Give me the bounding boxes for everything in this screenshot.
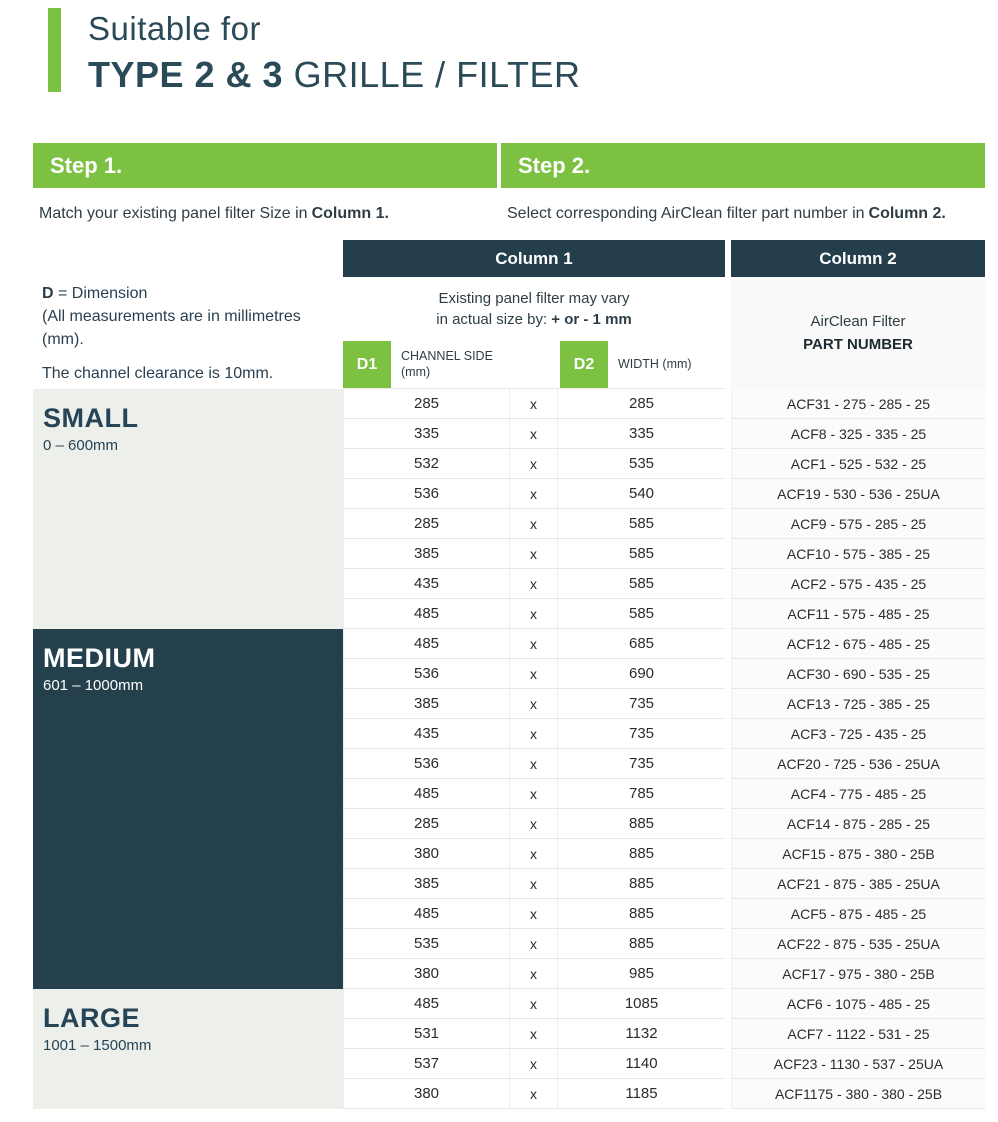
table-row (343, 479, 725, 509)
d1-cell: 380 (343, 839, 510, 868)
table-row (343, 959, 725, 989)
step-2 (501, 143, 985, 240)
part-number-cell: ACF22 - 875 - 535 - 25UA (731, 929, 985, 959)
part-number-cell: ACF19 - 530 - 536 - 25UA (731, 479, 985, 509)
step-2-text-bold: Column 2. (868, 205, 946, 222)
step-2-header: Step 2. (501, 143, 985, 188)
d2-badge: D2 (560, 341, 608, 388)
column-1-header: Column 1 (343, 240, 725, 277)
x-cell: x (510, 929, 558, 958)
d2-cell: 585 (628, 515, 655, 532)
d1-cell: 536 (343, 659, 510, 688)
column-2-info-line2: PART NUMBER (803, 336, 913, 353)
table-row (343, 809, 725, 839)
x-cell: x (510, 599, 558, 628)
part-number-cell: ACF9 - 575 - 285 - 25 (731, 509, 985, 539)
d1-cell: 335 (343, 419, 510, 448)
part-number-cell: ACF7 - 1122 - 531 - 25 (731, 1019, 985, 1049)
dimension-d: D (42, 285, 54, 302)
x-cell: x (510, 809, 558, 838)
part-number-cell: ACF13 - 725 - 385 - 25 (731, 689, 985, 719)
d2-cell: 885 (628, 905, 655, 922)
d2-cell: 1132 (625, 1025, 658, 1042)
table-row (343, 599, 725, 629)
x-cell: x (510, 659, 558, 688)
step-2-instruction (501, 188, 985, 240)
column-2-rows (731, 389, 985, 1109)
step-1-header: Step 1. (33, 143, 497, 188)
d2-cell: 735 (628, 755, 655, 772)
table-row (343, 629, 725, 659)
d2-cell: 540 (628, 485, 655, 502)
d1-label-line1: CHANNEL SIDE (401, 348, 493, 363)
dimension-equals: = Dimension (53, 285, 148, 302)
d2-cell: 885 (628, 935, 655, 952)
part-number-cell: ACF20 - 725 - 536 - 25UA (731, 749, 985, 779)
size-section-small-name: SMALL (43, 403, 139, 433)
table-row (343, 389, 725, 419)
size-section-medium-range: 601 – 1000mm (43, 677, 144, 694)
dimension-header-row (343, 341, 725, 389)
x-cell: x (510, 749, 558, 778)
d1-cell: 385 (343, 869, 510, 898)
size-sidebar (33, 240, 343, 1109)
table-row (343, 1049, 725, 1079)
d2-cell: 690 (628, 665, 655, 682)
header (48, 8, 580, 96)
d2-cell: 585 (628, 575, 655, 592)
d1-cell: 485 (343, 899, 510, 928)
size-section-medium (33, 629, 343, 989)
page-title-line2 (88, 54, 580, 96)
step-1-text: Match your existing panel filter Size in (39, 205, 308, 222)
part-number-cell: ACF21 - 875 - 385 - 25UA (731, 869, 985, 899)
x-cell: x (510, 989, 558, 1018)
size-section-large-name: LARGE (43, 1003, 140, 1033)
column-1-info-line2-text: in actual size by: (436, 311, 552, 328)
table-row (343, 989, 725, 1019)
x-cell: x (510, 629, 558, 658)
d1-cell: 485 (343, 599, 510, 628)
x-cell: x (510, 1079, 558, 1108)
d2-label: WIDTH (mm) (618, 356, 692, 371)
column-2 (731, 240, 985, 1109)
x-cell: x (510, 419, 558, 448)
d1-badge: D1 (343, 341, 391, 388)
part-number-cell: ACF23 - 1130 - 537 - 25UA (731, 1049, 985, 1079)
x-cell: x (510, 839, 558, 868)
table-row (343, 539, 725, 569)
x-cell: x (510, 449, 558, 478)
table-row (343, 779, 725, 809)
d2-cell: 1140 (625, 1055, 658, 1072)
x-cell: x (510, 689, 558, 718)
step-2-text: Select corresponding AirClean filter part number in (507, 205, 865, 222)
title-accent-bar (48, 8, 61, 92)
d1-cell: 532 (343, 449, 510, 478)
d2-cell: 785 (628, 785, 655, 802)
d2-cell: 585 (628, 545, 655, 562)
column-1-info-line1: Existing panel filter may vary (438, 290, 630, 307)
d2-cell: 585 (628, 605, 655, 622)
page-title (88, 8, 580, 96)
d1-label-line2: (mm) (401, 364, 431, 379)
size-section-small (33, 389, 343, 629)
d2-cell: 735 (628, 695, 655, 712)
d1-cell: 536 (343, 479, 510, 508)
part-number-cell: ACF3 - 725 - 435 - 25 (731, 719, 985, 749)
step-1-instruction (33, 188, 497, 240)
x-cell: x (510, 1049, 558, 1078)
table-row (343, 929, 725, 959)
part-number-cell: ACF15 - 875 - 380 - 25B (731, 839, 985, 869)
part-number-cell: ACF31 - 275 - 285 - 25 (731, 389, 985, 419)
part-number-cell: ACF1175 - 380 - 380 - 25B (731, 1079, 985, 1109)
column-1-info-line2 (436, 309, 632, 330)
steps-section (33, 143, 985, 240)
x-cell: x (510, 899, 558, 928)
d1-cell: 485 (343, 779, 510, 808)
d1-cell: 285 (343, 809, 510, 838)
part-number-cell: ACF6 - 1075 - 485 - 25 (731, 989, 985, 1019)
size-section-large-range: 1001 – 1500mm (43, 1037, 152, 1054)
table-row (343, 839, 725, 869)
dimension-note-line2: (All measurements are in millimetres (mm). (42, 308, 301, 349)
x-cell: x (510, 509, 558, 538)
table-row (343, 1079, 725, 1109)
part-number-cell: ACF1 - 525 - 532 - 25 (731, 449, 985, 479)
d1-cell: 435 (343, 569, 510, 598)
d2-cell: 535 (628, 455, 655, 472)
page-title-grille: GRILLE / FILTER (283, 54, 581, 95)
x-cell: x (510, 539, 558, 568)
d2-cell: 1085 (624, 995, 659, 1012)
x-cell: x (510, 569, 558, 598)
part-number-cell: ACF4 - 775 - 485 - 25 (731, 779, 985, 809)
table-row (343, 509, 725, 539)
d2-cell: 335 (628, 425, 655, 442)
part-number-cell: ACF10 - 575 - 385 - 25 (731, 539, 985, 569)
x-cell: x (510, 959, 558, 988)
size-section-medium-name: MEDIUM (43, 643, 156, 673)
d2-cell: 285 (628, 395, 655, 412)
d1-cell: 285 (343, 509, 510, 538)
part-number-cell: ACF12 - 675 - 485 - 25 (731, 629, 985, 659)
table-row (343, 419, 725, 449)
x-cell: x (510, 389, 558, 418)
d1-cell: 380 (343, 1079, 510, 1108)
d1-label (391, 341, 560, 388)
step-1-text-bold: Column 1. (311, 205, 389, 222)
part-number-cell: ACF30 - 690 - 535 - 25 (731, 659, 985, 689)
d1-cell: 531 (343, 1019, 510, 1048)
step-1 (33, 143, 497, 240)
table-row (343, 569, 725, 599)
d1-cell: 537 (343, 1049, 510, 1078)
column-1-rows (343, 389, 725, 1109)
column-1 (343, 240, 725, 1109)
d1-cell: 385 (343, 689, 510, 718)
part-number-cell: ACF14 - 875 - 285 - 25 (731, 809, 985, 839)
column-2-header: Column 2 (731, 240, 985, 277)
dimension-note (33, 240, 343, 389)
d2-cell: 885 (628, 845, 655, 862)
table-row (343, 869, 725, 899)
part-number-cell: ACF17 - 975 - 380 - 25B (731, 959, 985, 989)
column-1-info (343, 277, 725, 341)
column-1-info-line2-bold: + or - 1 mm (551, 311, 632, 328)
d1-cell: 380 (343, 959, 510, 988)
table-row (343, 719, 725, 749)
filter-table (33, 240, 985, 1109)
d2-cell: 885 (628, 875, 655, 892)
table-row (343, 689, 725, 719)
d1-cell: 285 (343, 389, 510, 418)
x-cell: x (510, 719, 558, 748)
part-number-cell: ACF2 - 575 - 435 - 25 (731, 569, 985, 599)
d1-cell: 535 (343, 929, 510, 958)
part-number-cell: ACF5 - 875 - 485 - 25 (731, 899, 985, 929)
size-section-large (33, 989, 343, 1109)
x-cell: x (510, 1019, 558, 1048)
column-2-info-line1: AirClean Filter (810, 313, 906, 330)
x-cell: x (510, 779, 558, 808)
x-cell: x (510, 479, 558, 508)
page-title-type: TYPE 2 & 3 (88, 54, 284, 95)
clearance-note: The channel clearance is 10mm. (42, 364, 274, 382)
d2-cell: 685 (628, 635, 655, 652)
d1-cell: 385 (343, 539, 510, 568)
x-cell: x (510, 869, 558, 898)
d1-cell: 485 (343, 629, 510, 658)
table-row (343, 1019, 725, 1049)
part-number-cell: ACF11 - 575 - 485 - 25 (731, 599, 985, 629)
dimension-note-line1 (42, 282, 333, 352)
table-row (343, 899, 725, 929)
page-title-line1: Suitable for (88, 10, 261, 47)
d1-cell: 435 (343, 719, 510, 748)
column-2-info (731, 277, 985, 389)
d2-cell: 735 (628, 725, 655, 742)
table-row (343, 449, 725, 479)
part-number-cell: ACF8 - 325 - 335 - 25 (731, 419, 985, 449)
d2-cell: 985 (628, 965, 655, 982)
size-section-small-range: 0 – 600mm (43, 437, 119, 454)
d1-cell: 485 (343, 989, 510, 1018)
table-row (343, 659, 725, 689)
d1-cell: 536 (343, 749, 510, 778)
table-row (343, 749, 725, 779)
d2-cell: 1185 (625, 1085, 658, 1102)
d2-cell: 885 (628, 815, 655, 832)
